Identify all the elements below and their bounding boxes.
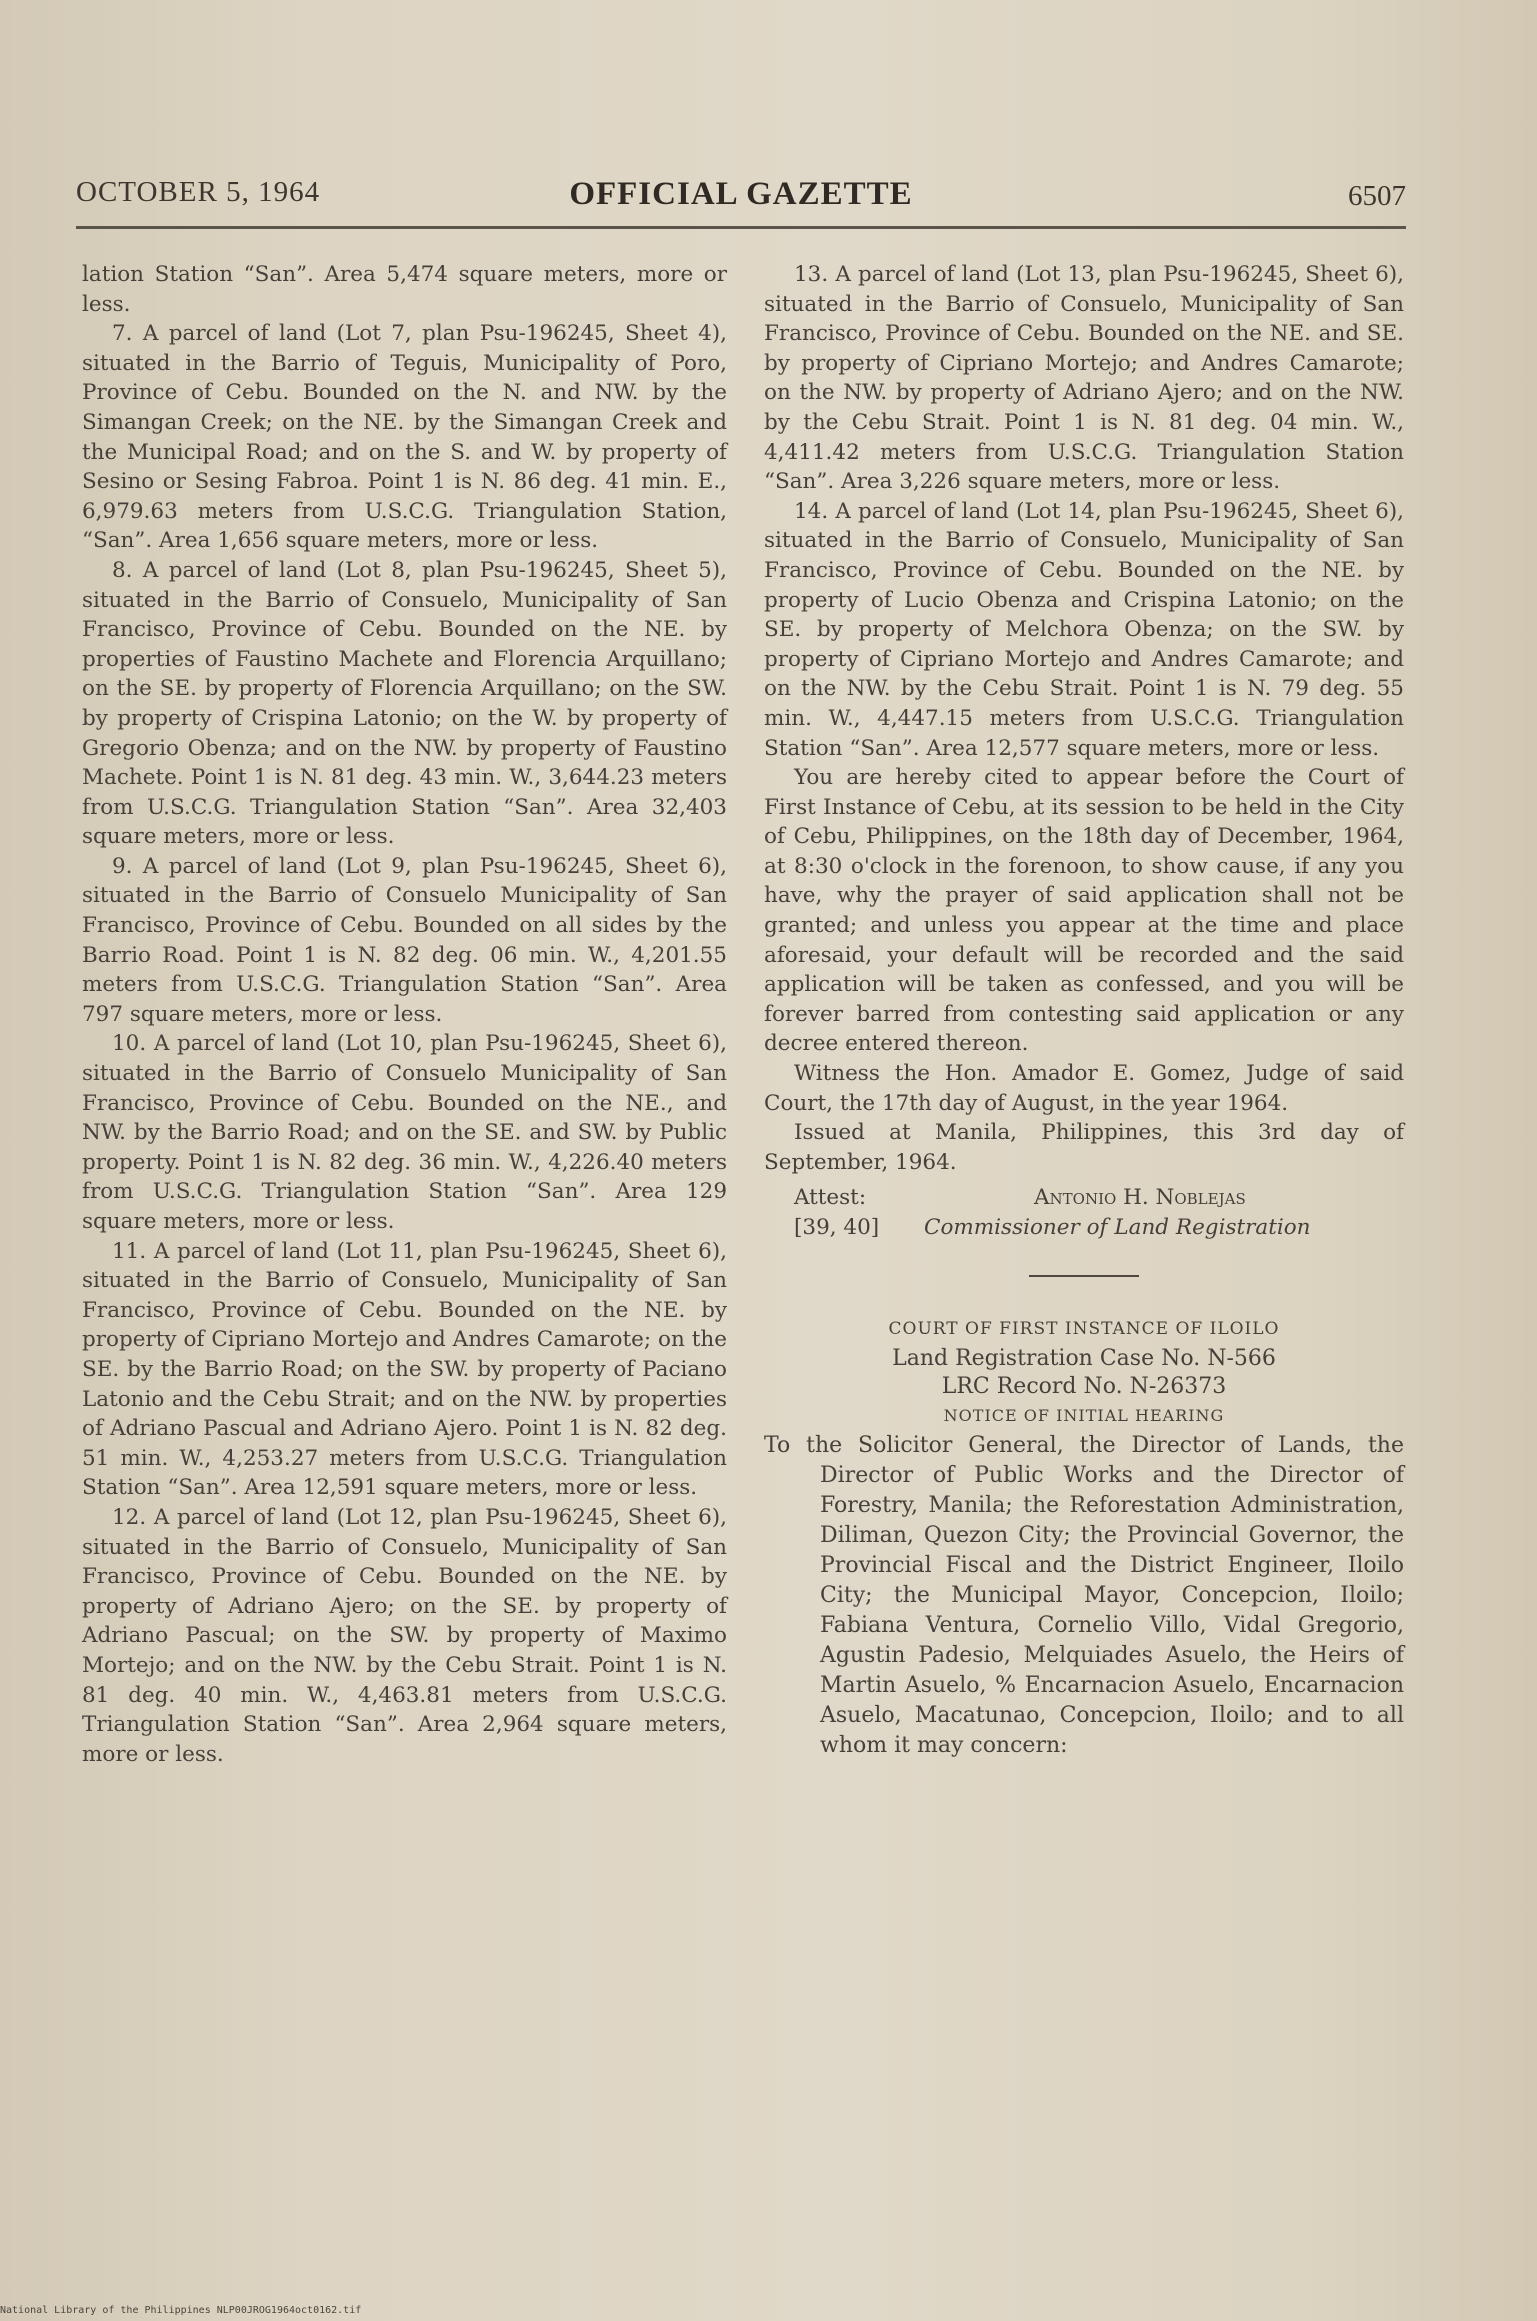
section-divider	[1029, 1275, 1139, 1277]
paragraph-issued: Issued at Manila, Philippines, this 3rd day of September, 1964.	[764, 1120, 1404, 1175]
case-number: Land Registration Case No. N-566	[892, 1346, 1276, 1371]
header-rule	[76, 226, 1406, 229]
paragraph-lot-12: 12. A parcel of land (Lot 12, plan Psu-196245, Sheet 6), situated in the Barrio of Consuelo, Municipality of San Francisco, Province of Cebu. Bounded on the NE. by property of Adriano Ajero; on the SE. by property of Adriano Pascual; on the SW. by property of Maximo Mortejo; and on the NW. by the Cebu Strait. Point 1 is N. 81 deg. 40 min. W., 4,463.81 meters from U.S.C.G. Triangulation Station “San”. Area 2,964 square meters, more or less.	[82, 1504, 727, 1767]
left-column	[82, 260, 727, 1769]
paragraph-continuation: lation Station “San”. Area 5,474 square meters, more or less.	[82, 262, 727, 317]
right-column	[764, 260, 1404, 1761]
court-heading: COURT OF FIRST INSTANCE OF ILOILO	[888, 1319, 1280, 1340]
attest-label: Attest:	[794, 1185, 867, 1211]
page-number: 6507	[1348, 180, 1406, 212]
paragraph-lot-7: 7. A parcel of land (Lot 7, plan Psu-196245, Sheet 4), situated in the Barrio of Teguis, Municipality of Poro, Province of Cebu. Bounded on the N. and NW. by the Simangan Creek; on the NE. by the Simangan Creek and the Municipal Road; and on the S. and W. by property of Sesino or Sesing Fabroa. Point 1 is N. 86 deg. 41 min. E., 6,979.63 meters from U.S.C.G. Triangulation Station, “San”. Area 1,656 square meters, more or less.	[82, 321, 727, 554]
signatory-title: Commissioner of Land Registration	[924, 1215, 1311, 1241]
page-header	[76, 176, 1406, 216]
publication-title: OFFICIAL GAZETTE	[569, 176, 913, 212]
paragraph-witness: Witness the Hon. Amador E. Gomez, Judge of said Court, the 17th day of August, in the year 1964.	[764, 1061, 1404, 1116]
paragraph-lot-14: 14. A parcel of land (Lot 14, plan Psu-196245, Sheet 6), situated in the Barrio of Consuelo, Municipality of San Francisco, Province of Cebu. Bounded on the NE. by property of Lucio Obenza and Crispina Latonio; on the SE. by property of Melchora Obenza; on the SW. by property of Cipriano Mortejo and Andres Camarote; and on the NW. by the Cebu Strait. Point 1 is N. 79 deg. 55 min. W., 4,447.15 meters from U.S.C.G. Triangulation Station “San”. Area 12,577 square meters, more or less.	[764, 498, 1404, 761]
record-number: LRC Record No. N-26373	[941, 1374, 1227, 1399]
issue-date: OCTOBER 5, 1964	[76, 176, 321, 208]
signatory-name: Antonio H. Noblejas	[1034, 1185, 1246, 1211]
paragraph-lot-11: 11. A parcel of land (Lot 11, plan Psu-196245, Sheet 6), situated in the Barrio of Consuelo, Municipality of San Francisco, Province of Cebu. Bounded on the NE. by property of Cipriano Mortejo and Andres Camarote; on the SE. by the Barrio Road; on the SW. by property of Paciano Latonio and the Cebu Strait; and on the NW. by properties of Adriano Pascual and Adriano Ajero. Point 1 is N. 82 deg. 51 min. W., 4,253.27 meters from U.S.C.G. Triangulation Station “San”. Area 12,591 square meters, more or less.	[82, 1238, 727, 1501]
scan-footer: National Library of the Philippines NLP00JROG1964oct0162.tif	[0, 2305, 362, 2316]
paragraph-lot-10: 10. A parcel of land (Lot 10, plan Psu-196245, Sheet 6), situated in the Barrio of Consuelo Municipality of San Francisco, Province of Cebu. Bounded on the NE., and NW. by the Barrio Road; and on the SE. and SW. by Public property. Point 1 is N. 82 deg. 36 min. W., 4,226.40 meters from U.S.C.G. Triangulation Station “San”. Area 129 square meters, more or less.	[82, 1031, 727, 1234]
notice-address: To the Solicitor General, the Director of Lands, the Director of Public Works and the Director of Forestry, Manila; the Reforestation Administration, Diliman, Quezon City; the Provincial Governor, the Provincial Fiscal and the District Engineer, Iloilo City; the Municipal Mayor, Concepcion, Iloilo; Fabiana Ventura, Cornelio Villo, Vidal Gregorio, Agustin Padesio, Melquiades Asuelo, the Heirs of Martin Asuelo, % Encarnacion Asuelo, Encarnacion Asuelo, Macatunao, Concepcion, Iloilo; and to all whom it may concern:	[764, 1432, 1404, 1758]
reference-number: [39, 40]	[794, 1215, 880, 1241]
paragraph-lot-8: 8. A parcel of land (Lot 8, plan Psu-196245, Sheet 5), situated in the Barrio of Consuelo, Municipality of San Francisco, Province of Cebu. Bounded on the NE. by properties of Faustino Machete and Florencia Arquillano; on the SE. by property of Florencia Arquillano; on the SW. by property of Crispina Latonio; on the W. by property of Gregorio Obenza; and on the NW. by property of Faustino Machete. Point 1 is N. 81 deg. 43 min. W., 3,644.23 meters from U.S.C.G. Triangulation Station “San”. Area 32,403 square meters, more or less.	[82, 557, 727, 850]
attestation-block	[764, 1183, 1404, 1247]
paragraph-lot-9: 9. A parcel of land (Lot 9, plan Psu-196245, Sheet 6), situated in the Barrio of Consuelo Municipality of San Francisco, Province of Cebu. Bounded on all sides by the Barrio Road. Point 1 is N. 82 deg. 06 min. W., 4,201.55 meters from U.S.C.G. Triangulation Station “San”. Area 797 square meters, more or less.	[82, 853, 727, 1027]
paragraph-citation: You are hereby cited to appear before the Court of First Instance of Cebu, at its session to be held in the City of Cebu, Philippines, on the 18th day of December, 1964, at 8:30 o'clock in the forenoon, to show cause, if any you have, why the prayer of said application shall not be granted; and unless you appear at the time and place aforesaid, your default will be recorded and the said application will be taken as confessed, and you will be forever barred from contesting said application or any decree entered thereon.	[764, 765, 1404, 1057]
notice-heading: NOTICE OF INITIAL HEARING	[943, 1406, 1225, 1425]
paragraph-lot-13: 13. A parcel of land (Lot 13, plan Psu-196245, Sheet 6), situated in the Barrio of Consuelo, Municipality of San Francisco, Province of Cebu. Bounded on the NE. and SE. by property of Cipriano Mortejo; and Andres Camarote; on the NW. by property of Adriano Ajero; and on the NW. by the Cebu Strait. Point 1 is N. 81 deg. 04 min. W., 4,411.42 meters from U.S.C.G. Triangulation Station “San”. Area 3,226 square meters, more or less.	[764, 262, 1404, 495]
